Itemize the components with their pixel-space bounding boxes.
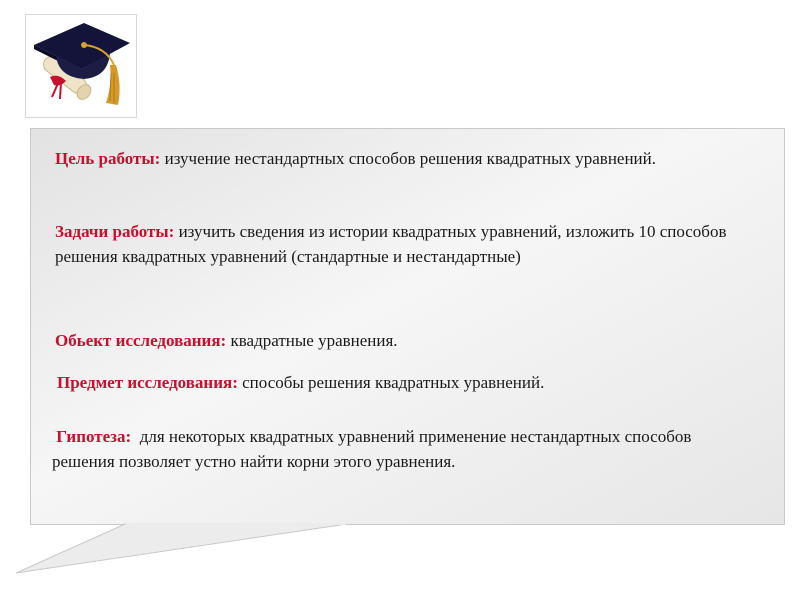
subject-text: способы решения квадратных уравнений. xyxy=(237,373,545,392)
hypothesis-text: для некоторых квадратных уравнений применение нестандартных способов решения позволяет устно найти корни этого уравнения. xyxy=(52,427,696,471)
hypothesis-label: Гипотеза: xyxy=(52,427,132,446)
goal-text: изучение нестандартных способов решения квадратных уравнений. xyxy=(160,149,656,168)
object-text: квадратные уравнения. xyxy=(226,331,398,350)
tasks-text: изучить сведения из истории квадратных уравнений, изложить 10 способов решения квадратных уравнений (стандартные и нестандартные) xyxy=(55,222,727,266)
goal-label: Цель работы: xyxy=(55,149,161,168)
tasks-label: Задачи работы: xyxy=(55,222,175,241)
object-label: Обьект исследования: xyxy=(55,331,227,350)
subject-paragraph xyxy=(57,370,757,395)
object-paragraph xyxy=(55,328,755,353)
hypothesis-paragraph xyxy=(52,424,752,474)
subject-label: Предмет исследования: xyxy=(57,373,238,392)
tasks-paragraph xyxy=(55,219,755,269)
goal-paragraph xyxy=(55,146,755,171)
